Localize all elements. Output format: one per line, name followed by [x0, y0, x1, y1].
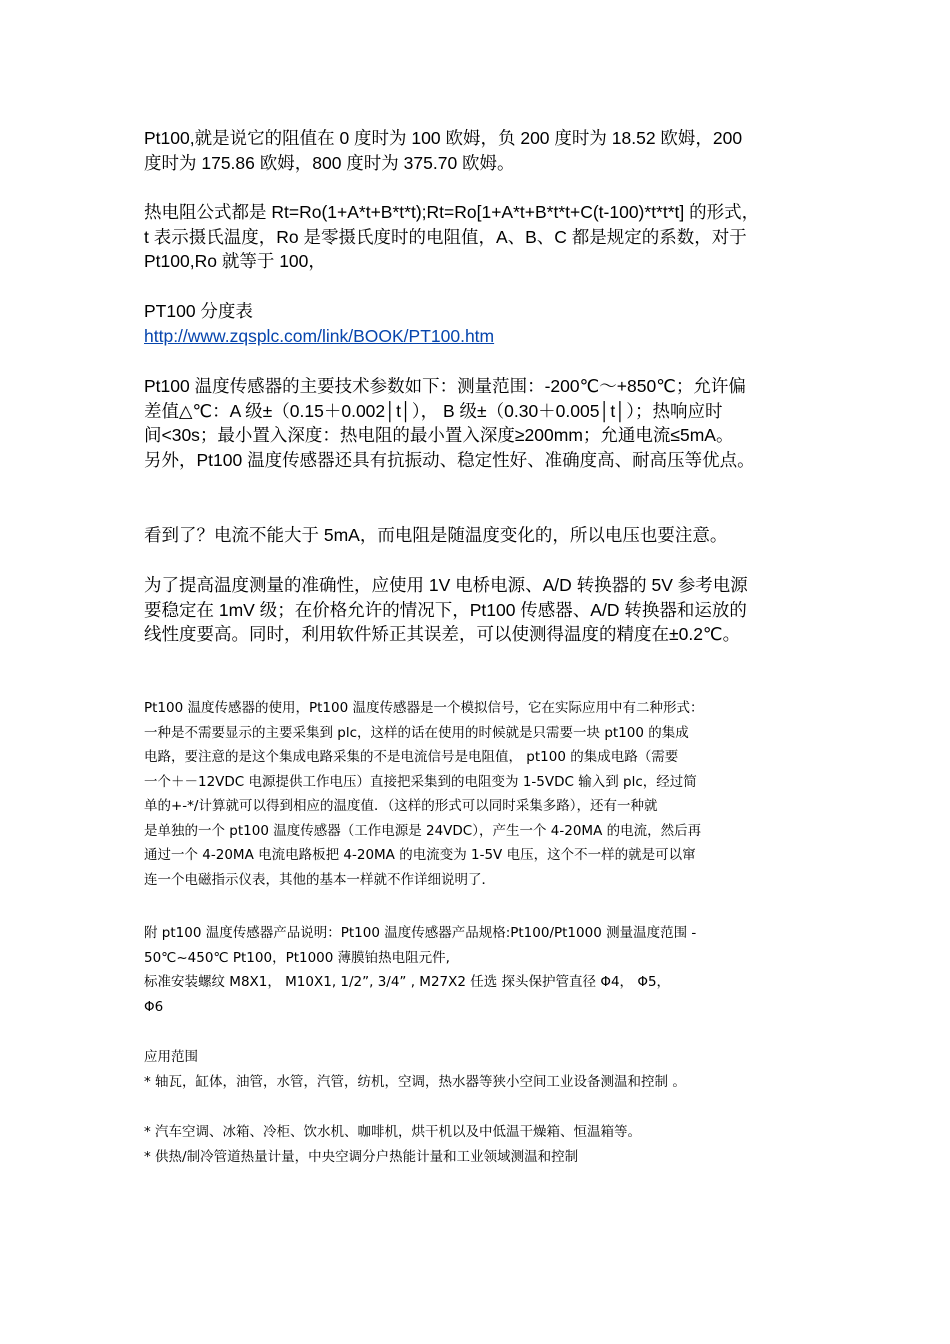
pt100-table-link[interactable]: http://www.zqsplc.com/link/BOOK/PT100.htm — [144, 325, 495, 346]
table-title: PT100 分度表 — [144, 301, 253, 321]
applications-title: 应用范围 — [144, 1049, 198, 1065]
text-line: 50℃~450℃ Pt100，Pt1000 薄膜铂热电阻元件, — [144, 949, 450, 966]
text-line: 标准安装螺纹 M8X1， M10X1, 1/2”, 3/4” , M27X2 任选 探头保护管直径 Φ4， Φ5， — [144, 974, 671, 990]
text-line: 要稳定在 1mV 级；在价格允许的情况下，Pt100 传感器、A/D 转换器和运放的 — [144, 599, 747, 620]
text-line: 热电阻公式都是 Rt=Ro(1+A*t+B*t*t);Rt=Ro[1+A*t+B*t*t+C(t-100)*t*t*t] 的形式， — [144, 202, 760, 222]
paragraph-accuracy — [144, 573, 824, 647]
paragraph-product-spec — [144, 921, 824, 1019]
paragraph-applications-more — [144, 1120, 824, 1169]
list-item: * 供热/制冷管道热量计量，中央空调分户热能计量和工业领域测温和控制 — [144, 1148, 579, 1165]
text-line: Pt100 温度传感器的主要技术参数如下：测量范围：-200℃～+850℃；允许偏 — [144, 376, 746, 396]
text-line: 另外，Pt100 温度传感器还具有抗振动、稳定性好、准确度高、耐高压等优点。 — [144, 449, 755, 470]
text-line: 看到了？电流不能大于 5mA，而电阻是随温度变化的，所以电压也要注意。 — [144, 525, 728, 545]
text-line: 度时为 175.86 欧姆，800 度时为 375.70 欧姆。 — [144, 152, 515, 173]
text-line: 电路，要注意的是这个集成电路采集的不是电流信号是电阻值， pt100 的集成电路（需要 — [144, 749, 679, 765]
list-item: * 汽车空调、冰箱、冷柜、饮水机、咖啡机，烘干机以及中低温干燥箱、恒温箱等。 — [144, 1124, 642, 1140]
list-item: * 轴瓦，缸体，油管，水管，汽管，纺机，空调，热水器等狭小空间工业设备测温和控制 。 — [144, 1073, 686, 1090]
text-line: 连一个电磁指示仪表，其他的基本一样就不作详细说明了． — [144, 871, 495, 888]
text-line: 是单独的一个 pt100 温度传感器（工作电源是 24VDC），产生一个 4-20MA 的电流，然后再 — [144, 822, 702, 839]
text-line: 间<30s；最小置入深度：热电阻的最小置入深度≥200mm；允通电流≤5mA。 — [144, 425, 734, 445]
text-line: t 表示摄氏温度，Ro 是零摄氏度时的电阻值，A、B、C 都是规定的系数，对于 — [144, 226, 747, 247]
text-line: 为了提高温度测量的准确性，应使用 1V 电桥电源、A/D 转换器的 5V 参考电源 — [144, 575, 748, 595]
paragraph-technical-params — [144, 374, 824, 472]
text-line: Pt100 温度传感器的使用，Pt100 温度传感器是一个模拟信号，它在实际应用中有二种形式： — [144, 700, 704, 716]
paragraph-table-link — [144, 299, 824, 348]
paragraph-formula — [144, 200, 824, 274]
paragraph-applications — [144, 1045, 824, 1094]
text-line: 差值△℃：A 级±（0.15＋0.002│t│）， B 级±（0.30＋0.005│t│）；热响应时 — [144, 400, 723, 421]
text-line: Φ6 — [144, 998, 164, 1015]
text-line: 一个＋－12VDC 电源提供工作电压）直接把采集到的电阻变为 1-5VDC 输入到 plc，经过简 — [144, 773, 697, 790]
text-line: 一种是不需要显示的主要采集到 plc，这样的话在使用的时候就是只需要一块 pt100 的集成 — [144, 724, 689, 741]
paragraph-sensor-usage — [144, 696, 824, 892]
text-line: 线性度要高。同时，利用软件矫正其误差，可以使测得温度的精度在±0.2℃。 — [144, 624, 741, 644]
text-line: Pt100,Ro 就等于 100， — [144, 251, 326, 271]
text-line: Pt100,就是说它的阻值在 0 度时为 100 欧姆，负 200 度时为 18.52 欧姆，200 — [144, 128, 743, 148]
paragraph-pt100-resistance — [144, 126, 824, 175]
text-line: 附 pt100 温度传感器产品说明：Pt100 温度传感器产品规格:Pt100/Pt1000 测量温度范围 - — [144, 925, 697, 941]
text-line: 单的+-*/计算就可以得到相应的温度值．（这样的形式可以同时采集多路），还有一种就 — [144, 798, 658, 814]
paragraph-current-note — [144, 523, 824, 548]
text-line: 通过一个 4-20MA 电流电路板把 4-20MA 的电流变为 1-5V 电压，这个不一样的就是可以窜 — [144, 847, 696, 863]
